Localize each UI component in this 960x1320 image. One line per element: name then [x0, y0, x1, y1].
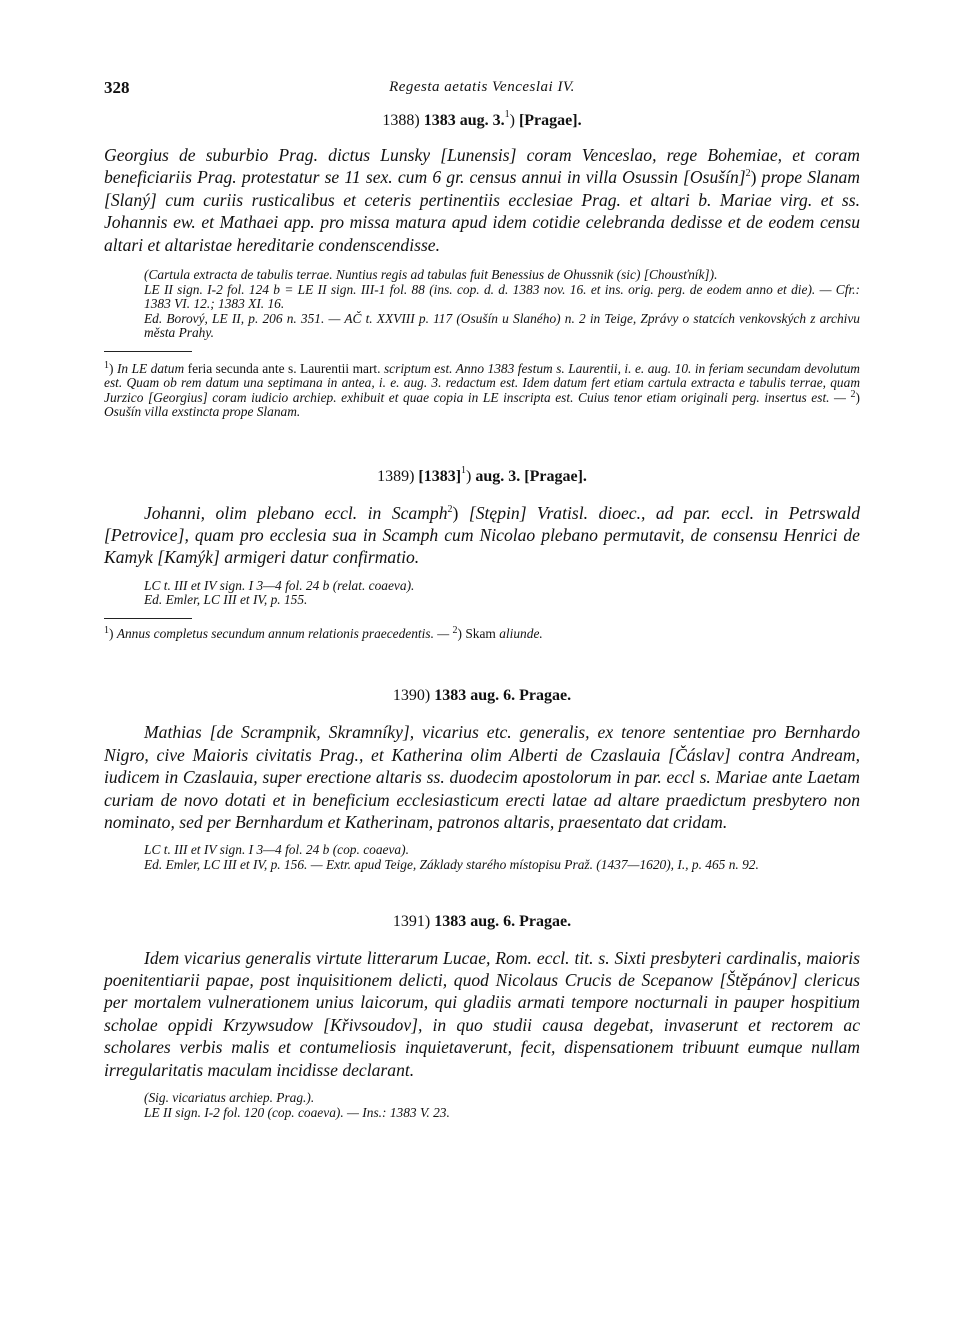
regest-body-cont: [Stępin] Vratisl. dioec., ad par. eccl. in Petrswald [Petrovice], quam pro ecclesia sua in Scamph cum Nicolao plebano permutavit, de consensu Henrici de Kamyk [Kamýk] armigeri datur confirmatio. — [104, 502, 860, 568]
page — [104, 78, 860, 1120]
source-notes — [104, 843, 860, 872]
source-line: LC t. III et IV sign. I 3—4 fol. 24 b (cop. coaeva). — [144, 842, 409, 858]
source-line: LE II sign. I-2 fol. 120 (cop. coaeva). — Ins.: 1383 V. 23. — [144, 1104, 450, 1120]
regest-text: Idem vicarius generalis virtute litterarum Lucae, Rom. eccl. tit. s. Sixti presbyteri cardinalis, maioris poenitentiarii papae, post inquisitionem delicti, quod Nicolaus Crucis de Scepanow [Štěpánov] clericus per mortalem vulnerationem unius laicorum, qui gladiis armati tempore nocturnali in pauper hospitium scholae oppidi Krzywsudow [Křivsoudov], in quo studii causa degebat, invaserunt et rectorem ac scholares verbis malis et contumeliosis inquietaverunt, fecit, dispensationem tribuunt eumque nullam irregularitatis maculam incidisse declarant. — [104, 947, 860, 1080]
source-line: Ed. Emler, LC III et IV, p. 155. — [144, 592, 308, 608]
page-number: 328 — [104, 78, 130, 97]
entry-place: [Pragae]. — [524, 467, 587, 485]
footnote-mark: 2 — [850, 388, 856, 400]
running-title: Regesta aetatis Venceslai IV. — [389, 79, 575, 95]
regest-text: Mathias [de Scrampnik, Skramníky], vicarius etc. generalis, ex tenore sententiae pro Bernhardo Nigro, cive Maioris civitatis Prag., et Katherina olim Alberti de Czaslauia [Čáslav] contra Andream, iudicem in Czaslauia, super erectione altaris ss. duodecim apostolorum in par. eccl s. Mariae ante Laetam curiam de novo dotati et in beneficium ecclesiasticum erecti latae ad altare praedictum presbytero non nominato, sed per Bernhardum et Katherinam, patronos altaris, praesentato dat cridam. — [104, 722, 860, 833]
footnote-rule — [104, 618, 192, 619]
source-line: (Cartula extracta de tabulis terrae. Nuntius regis ad tabulas fuit Benessius de Ohussnik (sic) [Chousťník]). — [144, 267, 718, 283]
entry-date: 1383 aug. 6. — [434, 912, 516, 930]
entry-heading: 1389) $[1383]^1$) aug. 3. [Pragae]. — [377, 464, 587, 485]
entry-date: aug. 3. — [475, 467, 521, 485]
footnote: $^1$) Annus completus secundum annum relationis praecedentis. — $^2$) Skam aliunde. — [104, 625, 543, 642]
entry-place: Pragae. — [519, 687, 572, 705]
entry-place: [Pragae]. — [518, 112, 582, 129]
source-line: (Sig. vicariatus archiep. Prag.). — [144, 1090, 315, 1106]
regest-text: Johanni, olim plebano eccl. in Scamph$^2$) [Stępin] Vratisl. dioec., ad par. eccl. in Petrswald [Petrovice], quam pro ecclesia sua in Scamph cum Nicolao plebano permutavit, de consensu Henrici de Kamyk [Kamýk] armigeri datur confirmatio. — [104, 502, 860, 568]
source-notes — [104, 1091, 860, 1120]
entry-date-bracket: [1383] — [418, 467, 462, 485]
source-line: LE II sign. I-2 fol. 124 b = LE II sign. III-1 fol. 88 (ins. cop. d. d. 1383 nov. 16. et ins. orig. perg. de eodem anno et die). — Cfr.: 1383 VI. 12.; 1383 XI. 16. — [144, 281, 860, 312]
entry-1388 — [104, 109, 860, 420]
entry-number: 1390) — [392, 687, 431, 705]
entry-heading — [104, 687, 860, 705]
regest-body-cont: prope Slanam [Slaný] cum curiis rusticalibus et ceteris pertinentiis ecclesiae Prag. et altari b. Mariae virg. et ss. Johannis ew. et Mathaei app. pro missa matura apud idem cotidie celebranda dedisse et de eodem censu altari et altaristae hereditarie condenscendisse. — [104, 167, 860, 255]
source-line: Ed. Borový, LE II, p. 206 n. 351. — AČ t. XXVIII p. 117 (Osušín u Slaného) n. 2 in Teige, Zprávy o statcích venkovských z archivu města Prahy. — [144, 310, 860, 341]
regest-body: Georgius de suburbio Prag. dictus Lunsky [Lunensis] coram Venceslao, rege Bohemiae, et coram beneficiariis Prag. protestatur se 11 sex. cum 6 gr. census annui in villa Osussin [Osušín] — [104, 145, 860, 188]
footnote-ref: 1 — [461, 464, 467, 476]
footnote-rule — [104, 351, 192, 352]
footnote: $^1$) In LE datum feria secunda ante s. Laurentii mart. scriptum est. Anno 1383 festum s. Laurentii, i. e. aug. 10. in feriam secundam devolutum est. Quam ob rem datum una septimana in antea, i. e. aug. 3. redactum est. Idem datum fert etiam cartula extracta e tabulis terrae, quam Jurzico [Georgius] coram iudicio archiep. exhibuit et quae copia in LE inscripta est. Cuius tenor etiam originali perg. insertus est. — $^2$) Osušín villa exstincta prope Slanam. — [104, 360, 860, 420]
footnote-ref: 2 — [447, 503, 453, 515]
footnote-ref: 1 — [504, 109, 510, 120]
regest-text: Georgius de suburbio Prag. dictus Lunsky [Lunensis] coram Venceslao, rege Bohemiae, et coram beneficiariis Prag. protestatur se 11 sex. cum 6 gr. census annui in villa Osussin [Osušín]$^2$) prope Slanam [Slaný] cum curiis rusticalibus et ceteris pertinentiis ecclesiae Prag. et altari b. Mariae virg. et ss. Johannis ew. et Mathaei app. pro missa matura apud idem cotidie celebranda dedisse et de eodem censu altari et altaristae hereditarie condenscendisse. — [104, 145, 860, 255]
entry-place: Pragae. — [519, 912, 572, 930]
entry-1391 — [104, 913, 860, 1121]
footnote-ref: 2 — [745, 168, 751, 180]
footnote-mark: 1 — [104, 625, 109, 637]
source-line: Ed. Emler, LC III et IV, p. 156. — Extr. apud Teige, Základy starého místopisu Praž. (1437—1620), I., p. 465 n. 92. — [144, 857, 759, 873]
source-line: LC t. III et IV sign. I 3—4 fol. 24 b (relat. coaeva). — [144, 577, 415, 593]
running-head — [104, 78, 860, 102]
entry-date: 1383 aug. 3. — [423, 112, 505, 129]
entry-date: 1383 aug. 6. — [434, 687, 516, 705]
entry-heading — [104, 913, 860, 931]
entry-heading: 1388) 1383 aug. 3.$^1$) [Pragae]. — [382, 109, 582, 129]
footnote-mark: 2 — [452, 625, 458, 637]
entry-number: 1389) — [377, 467, 415, 485]
source-notes — [104, 579, 860, 608]
regest-body: Johanni, olim plebano eccl. in Scamph — [144, 502, 448, 523]
entry-1390 — [104, 687, 860, 872]
source-notes — [104, 268, 860, 341]
entry-1389 — [104, 464, 860, 642]
entry-number: 1391) — [392, 912, 431, 930]
entry-number: 1388) — [382, 112, 420, 129]
footnote-mark: 1 — [104, 360, 109, 371]
